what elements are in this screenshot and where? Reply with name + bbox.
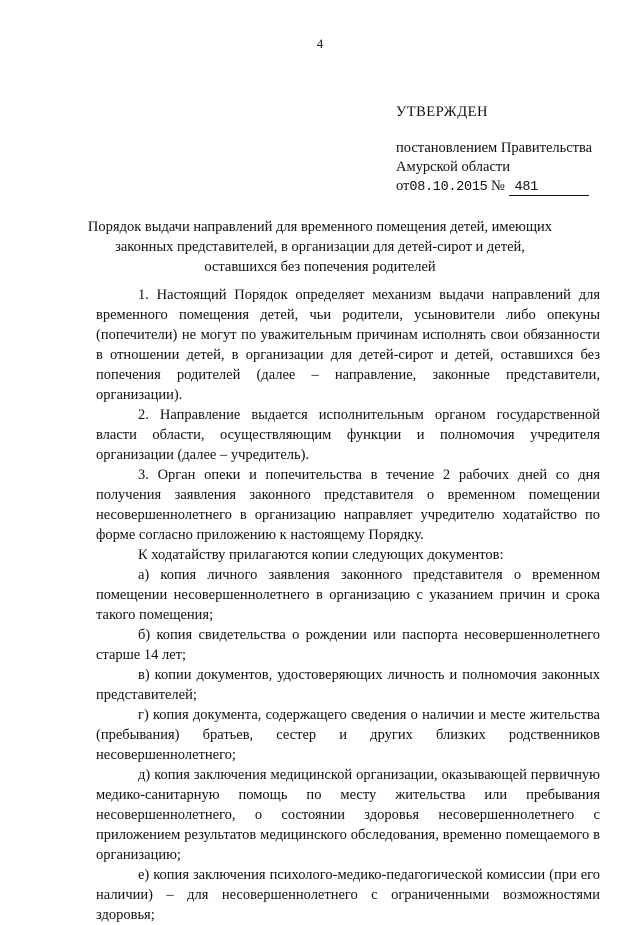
approval-title: УТВЕРЖДЕН bbox=[396, 104, 488, 120]
approval-block bbox=[396, 103, 626, 197]
approval-line-2: Амурской области bbox=[396, 159, 510, 175]
paragraph: 2. Направление выдается исполнительным органом государственной власти области, осуществляющим функции и полномочия учредителя организации (далее – учредитель). bbox=[96, 407, 600, 463]
paragraph: а) копия личного заявления законного представителя о временном помещении несовершеннолетнего в организацию с указанием причин и срока такого помещения; bbox=[96, 567, 600, 623]
paragraph: в) копии документов, удостоверяющих личность и полномочия законных представителей; bbox=[96, 667, 600, 703]
approval-date: 08.10.2015 bbox=[409, 180, 488, 195]
number-label: № bbox=[491, 178, 505, 194]
paragraph: б) копия свидетельства о рождении или паспорта несовершеннолетнего старше 14 лет; bbox=[96, 627, 600, 663]
paragraph: д) копия заключения медицинской организации, оказывающей первичную медико-санитарную помощь по месту жительства или пребывания несовершеннолетнего, о состоянии здоровья несовершеннолетнего с приложением результатов медицинского обследования, временно помещаемого в организацию; bbox=[96, 767, 600, 863]
approval-line-1: постановлением Правительства bbox=[396, 140, 593, 156]
paragraph: 1. Настоящий Порядок определяет механизм выдачи направлений для временного помещения детей, чьи родители, усыновители либо опекуны (попечители) не могут по уважительным причинам исполнять свои обязанности в отношении детей, в организации для детей-сирот и детей, оставшихся без попечения родителей (далее – направление, законные представители, организации). bbox=[96, 287, 600, 403]
paragraph: К ходатайству прилагаются копии следующих документов: bbox=[138, 547, 504, 563]
page-number: 4 bbox=[316, 36, 324, 51]
date-prefix: от bbox=[396, 178, 410, 194]
paragraph: г) копия документа, содержащего сведения о наличии и месте жительства (пребывания) братьев, сестер и других близких родственников несовершеннолетнего; bbox=[96, 707, 600, 763]
approval-date-line bbox=[396, 177, 626, 197]
paragraph: е) копия заключения психолого-медико-педагогической комиссии (при его наличии) – для несовершеннолетнего с ограниченными возможностями здоровья; bbox=[96, 867, 600, 923]
document-body bbox=[96, 285, 600, 925]
paragraph: 3. Орган опеки и попечительства в течение 2 рабочих дней со дня получения заявления законного представителя о временном помещении несовершеннолетнего в организацию направляет учредителю ходатайство по форме согласно приложению к настоящему Порядку. bbox=[96, 467, 600, 543]
document-title: Порядок выдачи направлений для временного помещения детей, имеющих законных представителей, в организации для детей-сирот и детей, оставшихся без попечения родителей bbox=[87, 219, 553, 275]
approval-number: 481 bbox=[509, 180, 589, 196]
